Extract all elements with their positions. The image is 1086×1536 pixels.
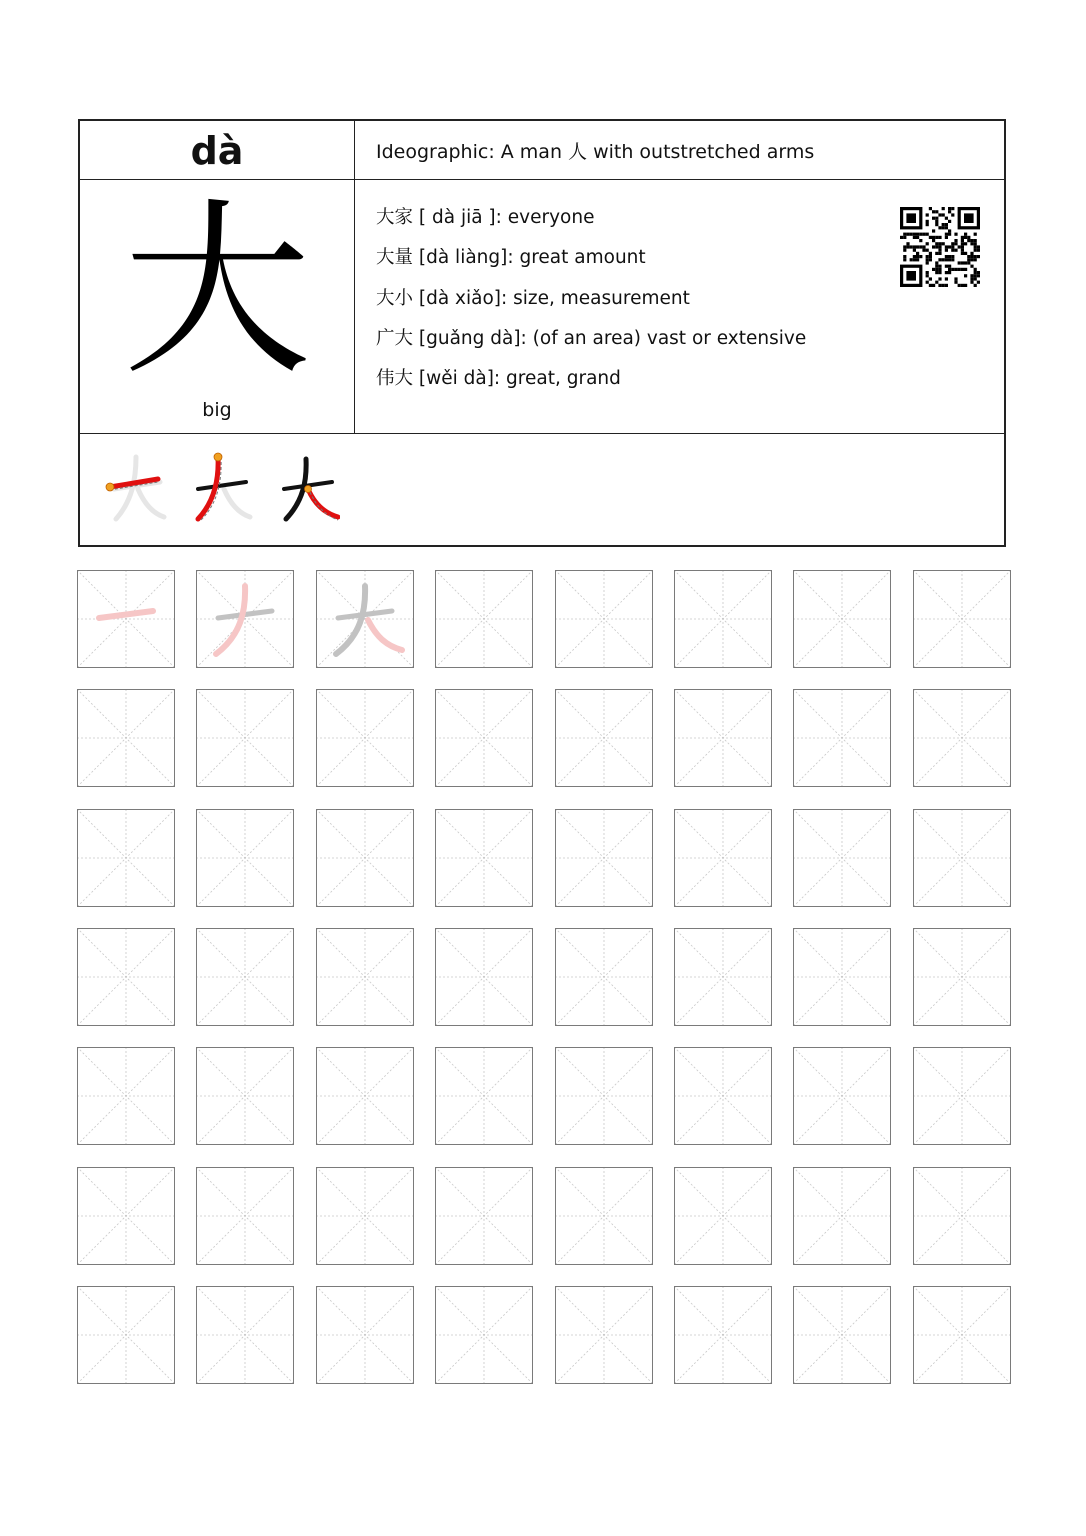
practice-cell[interactable] — [77, 1047, 175, 1145]
stroke-pending — [138, 489, 164, 517]
cell-guides — [316, 1286, 414, 1384]
stroke-step-2 — [188, 449, 254, 525]
cell-guides — [77, 928, 175, 1026]
word-entry: 大家 [ dà jiā ]: everyone — [376, 207, 595, 228]
practice-cell[interactable] — [913, 928, 1011, 1026]
word-entry: 大量 [dà liàng]: great amount — [376, 247, 646, 269]
practice-cell[interactable] — [555, 809, 653, 907]
main-character: 大 — [123, 182, 311, 401]
practice-cell[interactable] — [316, 689, 414, 787]
practice-cell[interactable] — [793, 809, 891, 907]
cell-guides — [555, 1167, 653, 1265]
cell-guides — [316, 1047, 414, 1145]
divider — [354, 121, 355, 433]
stroke-step-1 — [102, 449, 168, 525]
practice-cell[interactable] — [555, 928, 653, 1026]
practice-cell[interactable] — [674, 809, 772, 907]
practice-cell[interactable] — [435, 1286, 533, 1384]
cell-guides — [913, 570, 1011, 668]
cell-guides — [793, 1047, 891, 1145]
cell-guides — [77, 1286, 175, 1384]
practice-cell[interactable] — [77, 1286, 175, 1384]
practice-cell[interactable] — [435, 570, 533, 668]
practice-cell[interactable] — [674, 1286, 772, 1384]
practice-cell[interactable] — [913, 1047, 1011, 1145]
divider — [80, 433, 1004, 434]
practice-cell[interactable] — [555, 570, 653, 668]
practice-cell[interactable] — [196, 1167, 294, 1265]
practice-cell[interactable] — [316, 570, 414, 668]
cell-guides — [316, 1167, 414, 1265]
cell-guides — [435, 809, 533, 907]
cell-guides — [555, 928, 653, 1026]
practice-cell[interactable] — [316, 809, 414, 907]
cell-guides — [435, 1167, 533, 1265]
practice-cell[interactable] — [196, 928, 294, 1026]
practice-cell[interactable] — [793, 1286, 891, 1384]
stroke-start-dot — [305, 486, 312, 493]
cell-guides — [555, 689, 653, 787]
cell-guides — [196, 809, 294, 907]
practice-cell[interactable] — [674, 570, 772, 668]
cell-guides — [674, 1286, 772, 1384]
cell-guides — [435, 1047, 533, 1145]
cell-guides — [77, 1167, 175, 1265]
cell-guides — [196, 689, 294, 787]
practice-cell[interactable] — [316, 1167, 414, 1265]
practice-cell[interactable] — [793, 1047, 891, 1145]
cell-guides — [555, 809, 653, 907]
cell-guides — [555, 570, 653, 668]
cell-guides — [674, 1047, 772, 1145]
word-entry: 广大 [guǎng dà]: (of an area) vast or extensive — [376, 327, 807, 349]
cell-guides — [316, 928, 414, 1026]
practice-cell[interactable] — [435, 1167, 533, 1265]
etymology: Ideographic: A man 人 with outstretched arms — [376, 141, 815, 163]
cell-guides — [77, 809, 175, 907]
practice-cell[interactable] — [913, 1167, 1011, 1265]
cell-guides — [555, 1047, 653, 1145]
cell-guides — [196, 570, 294, 668]
practice-cell[interactable] — [793, 928, 891, 1026]
trace-stroke — [99, 611, 153, 618]
cell-guides — [435, 570, 533, 668]
practice-cell[interactable] — [316, 1286, 414, 1384]
practice-cell[interactable] — [435, 689, 533, 787]
cell-guides — [793, 689, 891, 787]
cell-guides — [674, 809, 772, 907]
stroke-current — [308, 489, 338, 517]
practice-cell[interactable] — [555, 1047, 653, 1145]
practice-cell[interactable] — [793, 570, 891, 668]
cell-guides — [316, 689, 414, 787]
cell-guides — [196, 1167, 294, 1265]
cell-guides — [674, 1167, 772, 1265]
cell-guides — [674, 928, 772, 1026]
trace-stroke — [368, 620, 402, 650]
practice-cell[interactable] — [674, 1167, 772, 1265]
practice-cell[interactable] — [913, 809, 1011, 907]
cell-guides — [793, 928, 891, 1026]
practice-cell[interactable] — [77, 570, 175, 668]
practice-cell[interactable] — [316, 928, 414, 1026]
practice-cell[interactable] — [196, 809, 294, 907]
stroke-pending — [224, 489, 250, 517]
practice-cell[interactable] — [674, 1047, 772, 1145]
practice-cell[interactable] — [913, 1286, 1011, 1384]
cell-guides — [316, 570, 414, 668]
qr-code-icon[interactable] — [900, 207, 980, 287]
cell-guides — [435, 1286, 533, 1384]
cell-guides — [913, 809, 1011, 907]
cell-guides — [555, 1286, 653, 1384]
stroke-start-dot — [106, 483, 114, 491]
practice-cell[interactable] — [913, 689, 1011, 787]
word-entry: 伟大 [wěi dà]: great, grand — [376, 368, 621, 390]
practice-cell[interactable] — [77, 809, 175, 907]
practice-cell[interactable] — [913, 570, 1011, 668]
cell-guides — [793, 570, 891, 668]
cell-guides — [913, 928, 1011, 1026]
meaning: big — [202, 399, 232, 421]
practice-cell[interactable] — [435, 1047, 533, 1145]
cell-guides — [196, 928, 294, 1026]
practice-cell[interactable] — [793, 1167, 891, 1265]
practice-cell[interactable] — [674, 928, 772, 1026]
cell-guides — [435, 689, 533, 787]
practice-cell[interactable] — [196, 1047, 294, 1145]
cell-guides — [316, 809, 414, 907]
practice-cell[interactable] — [555, 1286, 653, 1384]
cell-guides — [913, 1167, 1011, 1265]
cell-guides — [913, 1286, 1011, 1384]
practice-cell[interactable] — [77, 689, 175, 787]
practice-cell[interactable] — [435, 809, 533, 907]
cell-guides — [793, 1167, 891, 1265]
cell-guides — [435, 928, 533, 1026]
cell-guides — [77, 1047, 175, 1145]
word-list — [376, 205, 806, 406]
cell-guides — [913, 689, 1011, 787]
cell-guides — [793, 809, 891, 907]
practice-cell[interactable] — [196, 689, 294, 787]
practice-cell[interactable] — [77, 1167, 175, 1265]
stroke-start-dot — [214, 453, 222, 461]
word-entry: 大小 [dà xiǎo]: size, measurement — [376, 287, 690, 309]
character-card — [78, 119, 1006, 547]
practice-cell[interactable] — [196, 570, 294, 668]
pinyin: dà — [190, 128, 244, 173]
stroke-step-3 — [274, 449, 340, 525]
practice-cell[interactable] — [435, 928, 533, 1026]
practice-cell[interactable] — [555, 689, 653, 787]
practice-cell[interactable] — [316, 1047, 414, 1145]
cell-guides — [77, 689, 175, 787]
cell-guides — [674, 570, 772, 668]
practice-cell[interactable] — [196, 1286, 294, 1384]
practice-cell[interactable] — [555, 1167, 653, 1265]
practice-cell[interactable] — [77, 928, 175, 1026]
cell-guides — [674, 689, 772, 787]
cell-guides — [913, 1047, 1011, 1145]
cell-guides — [196, 1047, 294, 1145]
cell-guides — [196, 1286, 294, 1384]
practice-cell[interactable] — [674, 689, 772, 787]
practice-cell[interactable] — [793, 689, 891, 787]
cell-guides — [793, 1286, 891, 1384]
cell-guides — [77, 570, 175, 668]
